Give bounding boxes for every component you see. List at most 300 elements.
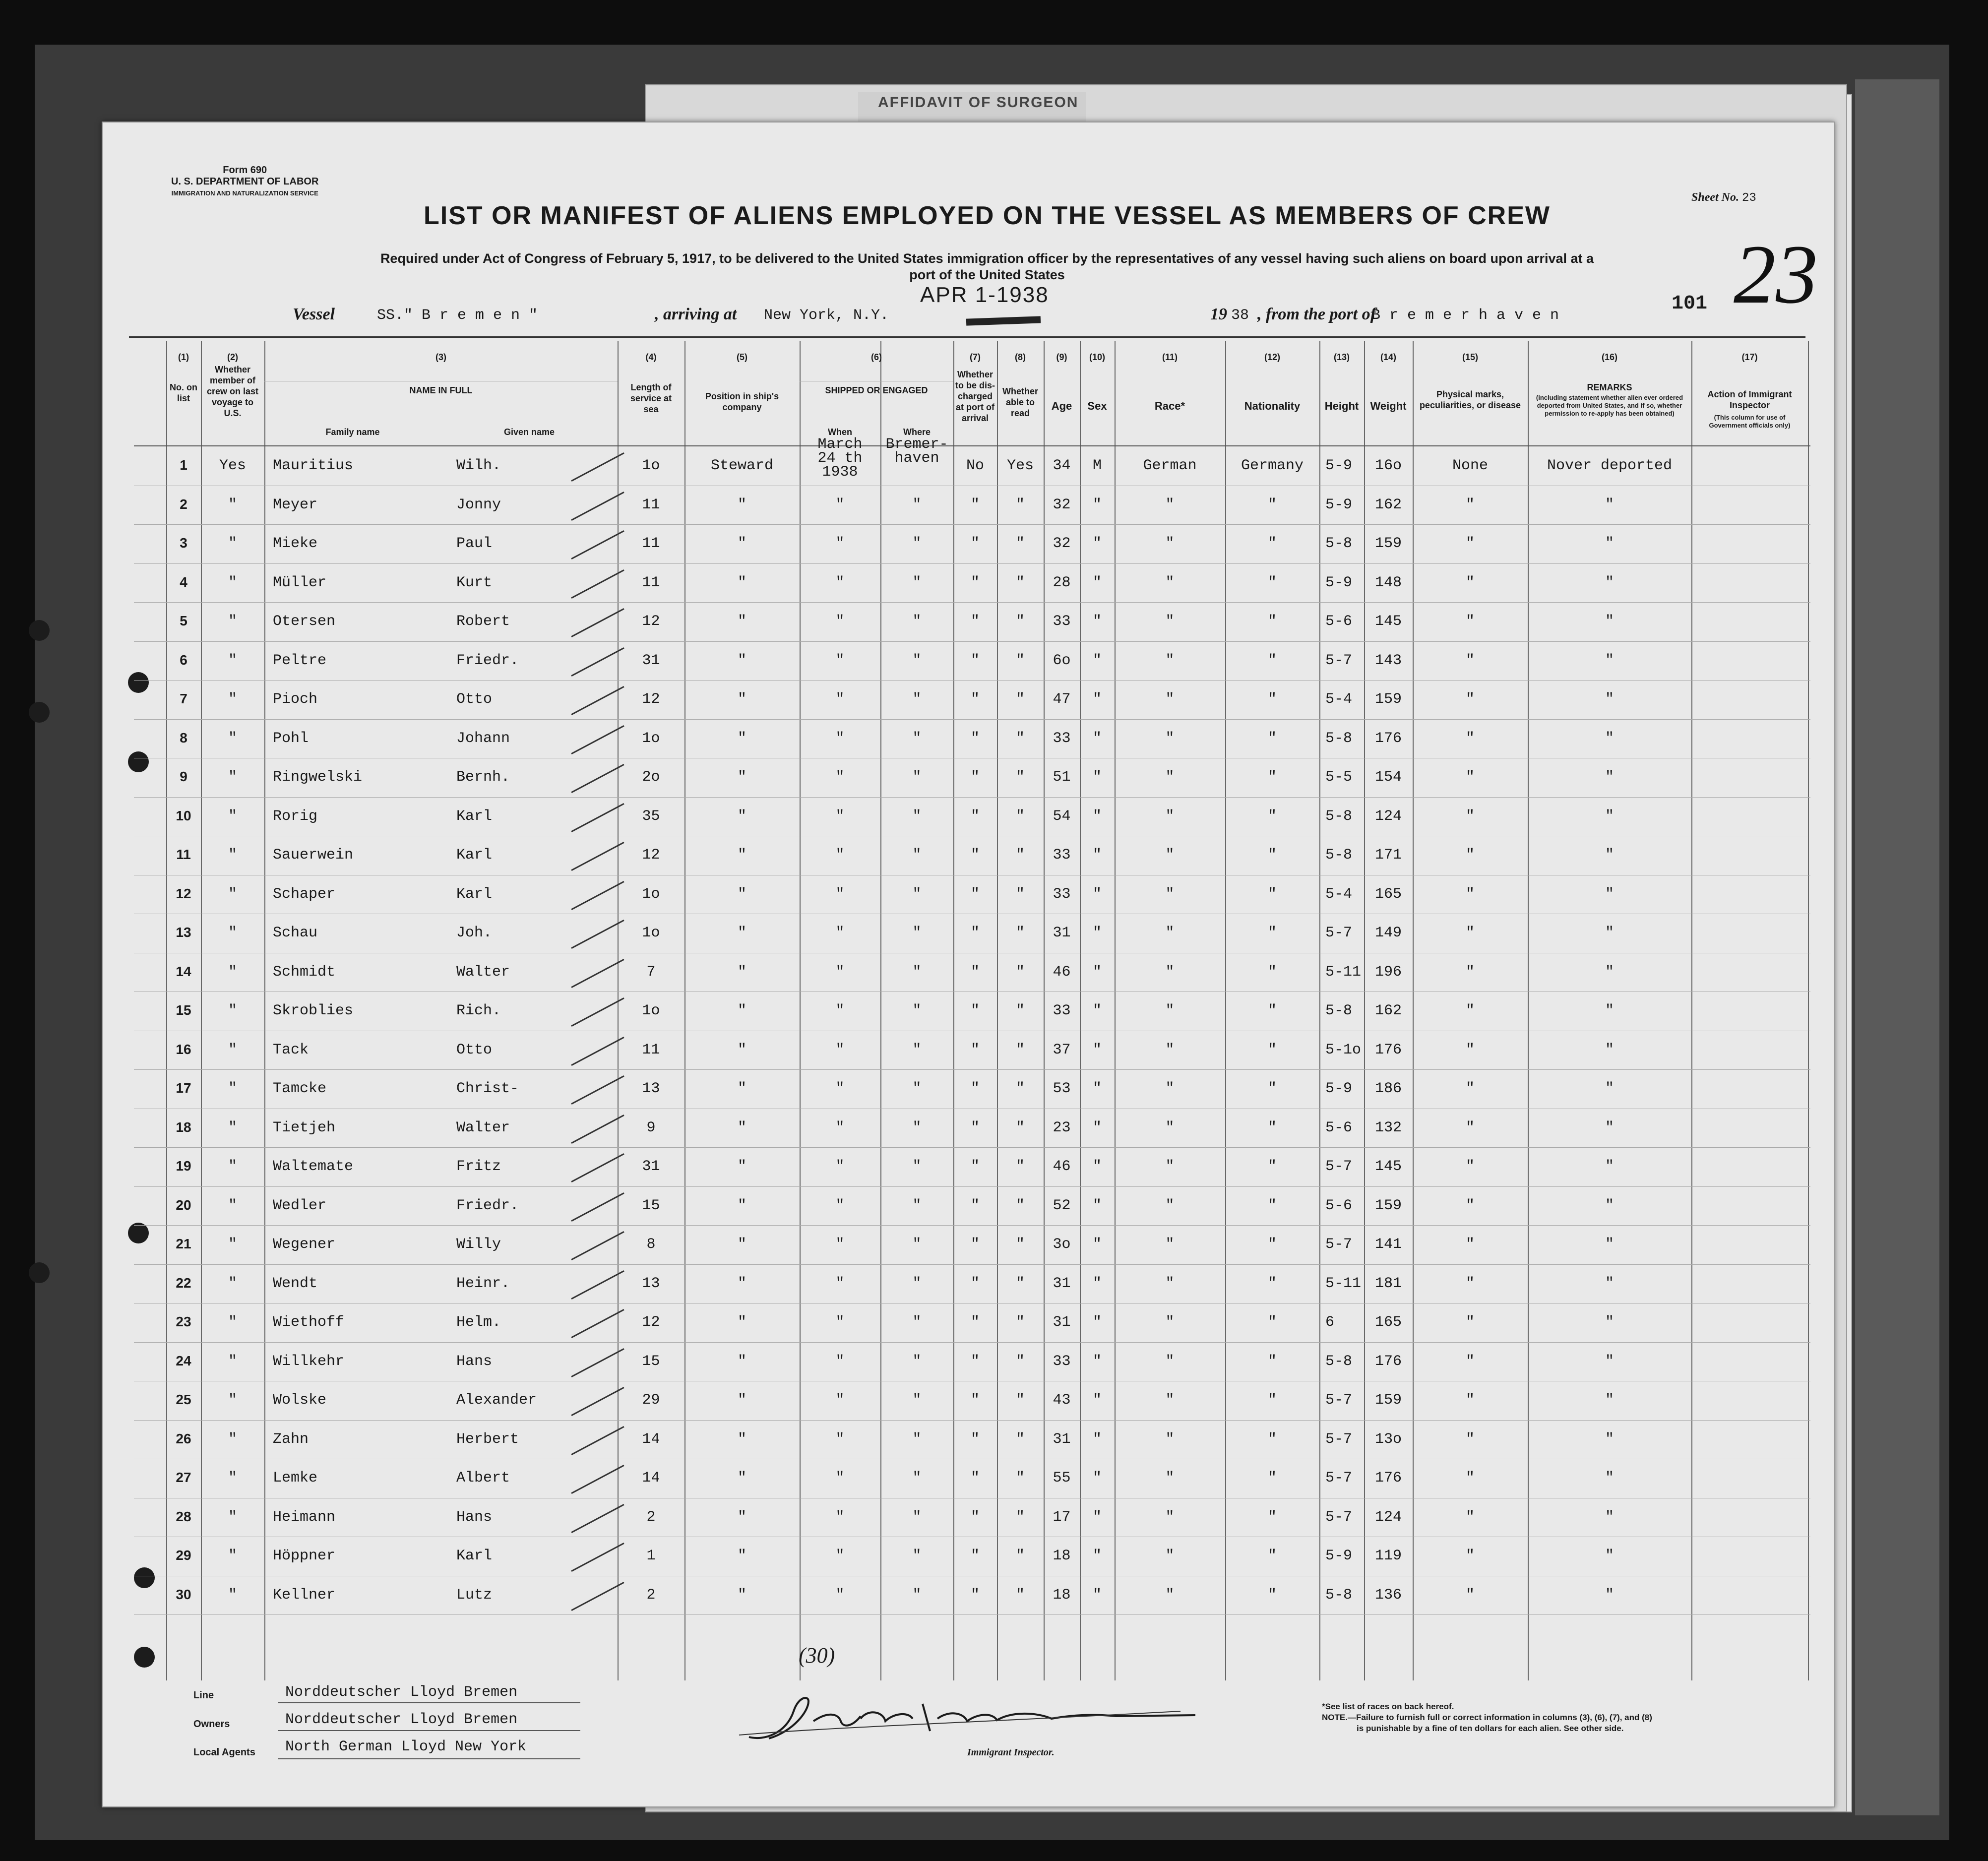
cell-nationality: " — [1267, 1470, 1277, 1487]
cell-sex: " — [1092, 691, 1102, 708]
cell-service-length: 15 — [642, 1197, 660, 1214]
col-14-num: (14) — [1380, 352, 1396, 362]
cell-prior-voyage: " — [228, 1236, 237, 1253]
cell-physical-marks: " — [1465, 1470, 1475, 1487]
cell-physical-marks: None — [1452, 457, 1488, 474]
from-label: , from the port of — [1257, 305, 1376, 323]
cell-height: 5-7 — [1325, 1392, 1353, 1409]
cell-physical-marks: " — [1465, 847, 1475, 864]
col-6-header: SHIPPED OR ENGAGED — [825, 385, 928, 395]
cell-race: " — [1165, 1353, 1175, 1370]
col-17-note: (This column for use of Government officials only) — [1709, 414, 1791, 429]
cell-physical-marks: " — [1465, 613, 1475, 630]
cell-family-name: Meyer — [273, 496, 318, 513]
row-rule — [134, 1069, 1810, 1070]
cell-weight: 143 — [1374, 652, 1402, 669]
cell-shipped-when: " — [835, 1548, 845, 1564]
inspector-label: Immigrant Inspector. — [967, 1747, 1055, 1758]
cell-nationality: " — [1267, 496, 1277, 513]
cell-discharged: " — [970, 496, 980, 513]
line-label: Line — [193, 1690, 214, 1701]
cell-sex: " — [1092, 769, 1102, 786]
cell-discharged: " — [970, 1392, 980, 1409]
cell-height: 5-6 — [1325, 1119, 1353, 1136]
cell-sex: " — [1092, 963, 1102, 981]
cell-nationality: " — [1267, 1236, 1277, 1253]
cell-discharged: " — [970, 807, 980, 825]
cell-service-length: 31 — [642, 1158, 660, 1175]
cell-given-name: Lutz — [456, 1586, 493, 1604]
cell-shipped-where: " — [912, 691, 922, 708]
col-3-num: (3) — [435, 352, 446, 362]
cell-service-length: 1o — [642, 925, 660, 941]
cell-weight: 176 — [1374, 730, 1402, 747]
cell-able-to-read: " — [1015, 652, 1025, 669]
cell-remarks: " — [1605, 885, 1614, 903]
cell-height: 5-11 — [1325, 963, 1362, 981]
cell-race: " — [1165, 769, 1175, 786]
col-12-num: (12) — [1264, 352, 1280, 362]
cell-height: 5-7 — [1325, 1508, 1353, 1526]
cell-able-to-read: " — [1015, 535, 1025, 552]
cell-position: " — [737, 1392, 746, 1409]
cell-physical-marks: " — [1465, 769, 1475, 786]
subtitle-line-1: Required under Act of Congress of February 5, 1917, to be delivered to the United States immigration officer by the representatives of any vessel having such aliens on board upon arrival at a — [380, 251, 1594, 266]
cell-weight: 136 — [1374, 1586, 1402, 1604]
cell-discharged: " — [970, 885, 980, 903]
cell-nationality: " — [1267, 807, 1277, 825]
cell-remarks: " — [1605, 1119, 1614, 1136]
cell-family-name: Wolske — [273, 1392, 327, 1409]
cell-family-name: Ringwelski — [273, 769, 363, 786]
cell-discharged: " — [970, 574, 980, 591]
cell-weight: 149 — [1374, 925, 1402, 941]
cell-physical-marks: " — [1465, 1236, 1475, 1253]
year-value: 38 — [1231, 307, 1249, 324]
cell-able-to-read: " — [1015, 1314, 1025, 1331]
cell-given-name: Willy — [456, 1236, 501, 1253]
cell-weight: 148 — [1374, 574, 1402, 591]
cell-race: " — [1165, 1119, 1175, 1136]
row-rule — [134, 797, 1810, 798]
cell-discharged: " — [970, 652, 980, 669]
cell-prior-voyage: " — [228, 1041, 237, 1058]
cell-prior-voyage: " — [228, 730, 237, 747]
cell-sex: " — [1092, 535, 1102, 552]
cell-discharged: " — [970, 1197, 980, 1214]
cell-service-length: 11 — [642, 574, 660, 591]
cell-weight: 162 — [1374, 1002, 1402, 1019]
cell-nationality: " — [1267, 1080, 1277, 1097]
cell-position: " — [737, 807, 746, 825]
cell-remarks: " — [1605, 730, 1614, 747]
cell-shipped-when: " — [835, 1002, 845, 1019]
cell-service-length: 14 — [642, 1430, 660, 1448]
cell-prior-voyage: " — [228, 652, 237, 669]
cell-remarks: " — [1605, 1002, 1614, 1019]
cell-physical-marks: " — [1465, 535, 1475, 552]
cell-physical-marks: " — [1465, 1314, 1475, 1331]
cell-remarks: " — [1605, 1586, 1614, 1604]
cell-age: 33 — [1053, 847, 1071, 864]
cell-prior-voyage: " — [228, 925, 237, 941]
cell-row-number: 3 — [180, 535, 187, 551]
col-11-header: Race* — [1154, 400, 1185, 412]
year-label: 19 — [1210, 305, 1227, 323]
cell-height: 5-5 — [1325, 769, 1353, 786]
cell-prior-voyage: " — [228, 1508, 237, 1526]
department: U. S. DEPARTMENT OF LABOR — [171, 176, 319, 187]
agents-rule — [278, 1758, 580, 1759]
cell-remarks: " — [1605, 1158, 1614, 1175]
col-8-num: (8) — [1015, 352, 1026, 362]
cell-position: " — [737, 1470, 746, 1487]
row-rule — [134, 1147, 1810, 1148]
cell-race: German — [1143, 457, 1197, 474]
cell-weight: 181 — [1374, 1275, 1402, 1292]
line-value: Norddeutscher Lloyd Bremen — [285, 1684, 518, 1701]
row-rule — [134, 641, 1810, 642]
cell-physical-marks: " — [1465, 1041, 1475, 1058]
cell-row-number: 14 — [176, 963, 191, 979]
cell-shipped-where: " — [912, 652, 922, 669]
cell-weight: 141 — [1374, 1236, 1402, 1253]
cell-shipped-where: " — [912, 1275, 922, 1292]
cell-physical-marks: " — [1465, 1197, 1475, 1214]
cell-row-number: 11 — [176, 847, 191, 862]
cell-height: 5-7 — [1325, 1430, 1353, 1448]
cell-shipped-where: " — [912, 1080, 922, 1097]
cell-race: " — [1165, 925, 1175, 941]
cell-discharged: " — [970, 730, 980, 747]
cell-given-name: Albert — [456, 1470, 510, 1487]
cell-shipped-when: " — [835, 1119, 845, 1136]
cell-physical-marks: " — [1465, 1392, 1475, 1409]
cell-given-name: Christ- — [456, 1080, 519, 1097]
cell-physical-marks: " — [1465, 730, 1475, 747]
cell-service-length: 9 — [646, 1119, 656, 1136]
cell-discharged: " — [970, 1002, 980, 1019]
cell-service-length: 12 — [642, 847, 660, 864]
cell-age: 23 — [1053, 1119, 1071, 1136]
cell-position: " — [737, 1275, 746, 1292]
cell-physical-marks: " — [1465, 1158, 1475, 1175]
cell-position: " — [737, 730, 746, 747]
cell-prior-voyage: Yes — [219, 457, 246, 474]
cell-remarks: " — [1605, 1275, 1614, 1292]
cell-row-number: 16 — [176, 1041, 191, 1057]
row-rule — [134, 1614, 1810, 1615]
cell-nationality: " — [1267, 963, 1277, 981]
cell-physical-marks: " — [1465, 691, 1475, 708]
cell-given-name: Karl — [456, 807, 493, 825]
cell-family-name: Pohl — [273, 730, 309, 747]
cell-family-name: Pioch — [273, 691, 318, 708]
cell-family-name: Mieke — [273, 535, 318, 552]
col-14-header: Weight — [1370, 400, 1407, 412]
cell-height: 5-4 — [1325, 885, 1353, 903]
cell-prior-voyage: " — [228, 496, 237, 513]
cell-shipped-when: " — [835, 1275, 845, 1292]
cell-sex: " — [1092, 1119, 1102, 1136]
cell-family-name: Peltre — [273, 652, 327, 669]
cell-able-to-read: " — [1015, 769, 1025, 786]
cell-row-number: 15 — [176, 1002, 191, 1018]
cell-shipped-when: " — [835, 1080, 845, 1097]
col-3-header: NAME IN FULL — [409, 385, 473, 395]
cell-remarks: " — [1605, 613, 1614, 630]
cell-height: 5-8 — [1325, 807, 1353, 825]
crew-count: (30) — [799, 1643, 835, 1668]
cell-nationality: " — [1267, 1275, 1277, 1292]
cell-shipped-when: " — [835, 769, 845, 786]
cell-weight: 176 — [1374, 1470, 1402, 1487]
cell-able-to-read: " — [1015, 885, 1025, 903]
cell-physical-marks: " — [1465, 807, 1475, 825]
cell-family-name: Wegener — [273, 1236, 336, 1253]
cell-discharged: " — [970, 963, 980, 981]
cell-height: 6 — [1325, 1314, 1335, 1331]
cell-given-name: Paul — [456, 535, 493, 552]
cell-service-length: 11 — [642, 1041, 660, 1058]
cell-age: 37 — [1053, 1041, 1071, 1058]
col-16-num: (16) — [1601, 352, 1617, 362]
cell-prior-voyage: " — [228, 1197, 237, 1214]
cell-position: " — [737, 1080, 746, 1097]
cell-physical-marks: " — [1465, 496, 1475, 513]
cell-nationality: " — [1267, 1548, 1277, 1564]
cell-position: Steward — [710, 457, 774, 474]
cell-row-number: 23 — [176, 1314, 191, 1329]
cell-shipped-where: " — [912, 1197, 922, 1214]
cell-nationality: " — [1267, 885, 1277, 903]
cell-race: " — [1165, 963, 1175, 981]
cell-age: 43 — [1053, 1392, 1071, 1409]
cell-shipped-when: " — [835, 691, 845, 708]
cell-nationality: " — [1267, 652, 1277, 669]
cell-physical-marks: " — [1465, 1275, 1475, 1292]
cell-age: 33 — [1053, 1353, 1071, 1370]
cell-family-name: Lemke — [273, 1470, 318, 1487]
cell-shipped-where: " — [912, 1119, 922, 1136]
cell-shipped-when: " — [835, 730, 845, 747]
cell-shipped-when: " — [835, 652, 845, 669]
cell-age: 33 — [1053, 885, 1071, 903]
cell-able-to-read: " — [1015, 1275, 1025, 1292]
cell-discharged: " — [970, 1236, 980, 1253]
cell-sex: " — [1092, 1080, 1102, 1097]
row-rule — [134, 1342, 1810, 1343]
cell-row-number: 12 — [176, 885, 191, 901]
cell-discharged: No — [966, 457, 984, 474]
cell-family-name: Schau — [273, 925, 318, 941]
col-12-header: Nationality — [1244, 400, 1301, 412]
cell-nationality: " — [1267, 613, 1277, 630]
binder-hole — [29, 1262, 50, 1283]
col-5-num: (5) — [737, 352, 747, 362]
cell-physical-marks: " — [1465, 652, 1475, 669]
cell-physical-marks: " — [1465, 1586, 1475, 1604]
cell-prior-voyage: " — [228, 1275, 237, 1292]
cell-service-length: 2 — [646, 1586, 656, 1604]
cell-nationality: " — [1267, 1392, 1277, 1409]
subtitle-line-2: port of the United States — [909, 267, 1065, 282]
cell-position: " — [737, 535, 746, 552]
cell-remarks: " — [1605, 847, 1614, 864]
arriving-label: , arriving at — [655, 305, 737, 323]
cell-given-name: Walter — [456, 1119, 510, 1136]
cell-position: " — [737, 691, 746, 708]
cell-height: 5-7 — [1325, 1236, 1353, 1253]
cell-able-to-read: " — [1015, 1586, 1025, 1604]
cell-position: " — [737, 769, 746, 786]
cell-given-name: Heinr. — [456, 1275, 510, 1292]
cell-position: " — [737, 925, 746, 941]
cell-prior-voyage: " — [228, 807, 237, 825]
cell-remarks: " — [1605, 1236, 1614, 1253]
cell-nationality: " — [1267, 730, 1277, 747]
col-13-header: Height — [1324, 400, 1359, 412]
cell-shipped-where: " — [912, 807, 922, 825]
cell-shipped-where: " — [912, 1314, 922, 1331]
cell-shipped-where: " — [912, 496, 922, 513]
cell-family-name: Wedler — [273, 1197, 327, 1214]
cell-race: " — [1165, 535, 1175, 552]
cell-able-to-read: " — [1015, 1508, 1025, 1526]
cell-age: 53 — [1053, 1080, 1071, 1097]
cell-given-name: Otto — [456, 691, 493, 708]
cell-discharged: " — [970, 691, 980, 708]
cell-given-name: Karl — [456, 847, 493, 864]
cell-service-length: 1o — [642, 730, 660, 747]
cell-height: 5-9 — [1325, 574, 1353, 591]
cell-given-name: Rich. — [456, 1002, 501, 1019]
cell-remarks: " — [1605, 535, 1614, 552]
cell-prior-voyage: " — [228, 1314, 237, 1331]
cell-age: 18 — [1053, 1586, 1071, 1604]
cell-race: " — [1165, 1275, 1175, 1292]
cell-weight: 186 — [1374, 1080, 1402, 1097]
cell-service-length: 11 — [642, 496, 660, 513]
cell-prior-voyage: " — [228, 1586, 237, 1604]
col-13-num: (13) — [1333, 352, 1350, 362]
cell-remarks: " — [1605, 574, 1614, 591]
cell-service-length: 13 — [642, 1275, 660, 1292]
col-6a-header: When — [828, 427, 852, 437]
cell-family-name: Müller — [273, 574, 327, 591]
cell-position: " — [737, 1158, 746, 1175]
cell-discharged: " — [970, 1041, 980, 1058]
stub-label: AFFIDAVIT OF SURGEON — [878, 94, 1079, 111]
cell-weight: 176 — [1374, 1041, 1402, 1058]
cell-family-name: Schmidt — [273, 963, 336, 981]
cell-height: 5-8 — [1325, 847, 1353, 864]
cell-able-to-read: " — [1015, 1041, 1025, 1058]
cell-race: " — [1165, 691, 1175, 708]
cell-nationality: Germany — [1241, 457, 1304, 474]
cell-shipped-where: " — [912, 1586, 922, 1604]
cell-discharged: " — [970, 1548, 980, 1564]
cell-physical-marks: " — [1465, 963, 1475, 981]
cell-given-name: Johann — [456, 730, 510, 747]
cell-race: " — [1165, 1508, 1175, 1526]
cell-age: 31 — [1053, 1430, 1071, 1448]
agents-label: Local Agents — [193, 1747, 255, 1758]
cell-shipped-where: " — [912, 1508, 922, 1526]
cell-discharged: " — [970, 613, 980, 630]
cell-remarks: " — [1605, 769, 1614, 786]
cell-family-name: Tietjeh — [273, 1119, 336, 1136]
cell-row-number: 25 — [176, 1392, 191, 1407]
cell-shipped-when: " — [835, 1041, 845, 1058]
cell-height: 5-11 — [1325, 1275, 1362, 1292]
cell-shipped-where: " — [912, 925, 922, 941]
cell-able-to-read: Yes — [1006, 457, 1034, 474]
cell-able-to-read: " — [1015, 730, 1025, 747]
cell-remarks: " — [1605, 1548, 1614, 1564]
cell-prior-voyage: " — [228, 885, 237, 903]
column-divider — [264, 341, 265, 1680]
cell-weight: 145 — [1374, 613, 1402, 630]
cell-given-name: Hans — [456, 1508, 493, 1526]
cell-family-name: Willkehr — [273, 1353, 345, 1370]
cell-weight: 165 — [1374, 1314, 1402, 1331]
cell-given-name: Robert — [456, 613, 510, 630]
cell-shipped-where: " — [912, 769, 922, 786]
col-4-num: (4) — [645, 352, 657, 362]
cell-height: 5-8 — [1325, 1002, 1353, 1019]
cell-service-length: 1o — [642, 885, 660, 903]
col-1-header: No. on list — [170, 382, 197, 403]
cell-row-number: 19 — [176, 1158, 191, 1174]
cell-nationality: " — [1267, 847, 1277, 864]
cell-race: " — [1165, 1002, 1175, 1019]
cell-discharged: " — [970, 1353, 980, 1370]
cell-position: " — [737, 1236, 746, 1253]
cell-sex: " — [1092, 1392, 1102, 1409]
cell-family-name: Tamcke — [273, 1080, 327, 1097]
cell-given-name: Kurt — [456, 574, 493, 591]
cell-given-name: Fritz — [456, 1158, 501, 1175]
col-5-header: Position in ship's company — [705, 391, 779, 412]
cell-service-length: 35 — [642, 807, 660, 825]
cell-nationality: " — [1267, 1430, 1277, 1448]
cell-prior-voyage: " — [228, 1430, 237, 1448]
col-15-num: (15) — [1462, 352, 1478, 362]
cell-remarks: " — [1605, 925, 1614, 941]
cell-sex: " — [1092, 1002, 1102, 1019]
cell-remarks: " — [1605, 1080, 1614, 1097]
cell-sex: " — [1092, 1275, 1102, 1292]
cell-race: " — [1165, 1236, 1175, 1253]
sheet-value: 23 — [1742, 191, 1756, 205]
cell-shipped-when: " — [835, 1470, 845, 1487]
cell-shipped-when: " — [835, 1197, 845, 1214]
cell-row-number: 27 — [176, 1470, 191, 1485]
cell-row-number: 30 — [176, 1586, 191, 1602]
cell-position: " — [737, 1002, 746, 1019]
cell-row-number: 26 — [176, 1430, 191, 1446]
cell-able-to-read: " — [1015, 1353, 1025, 1370]
binder-hole — [29, 702, 50, 723]
cell-race: " — [1165, 847, 1175, 864]
cell-remarks: " — [1605, 1314, 1614, 1331]
cell-nationality: " — [1267, 1002, 1277, 1019]
cell-sex: " — [1092, 1548, 1102, 1564]
sheet-number — [1691, 191, 1756, 205]
cell-service-length: 8 — [646, 1236, 656, 1253]
cell-service-length: 2 — [646, 1508, 656, 1526]
